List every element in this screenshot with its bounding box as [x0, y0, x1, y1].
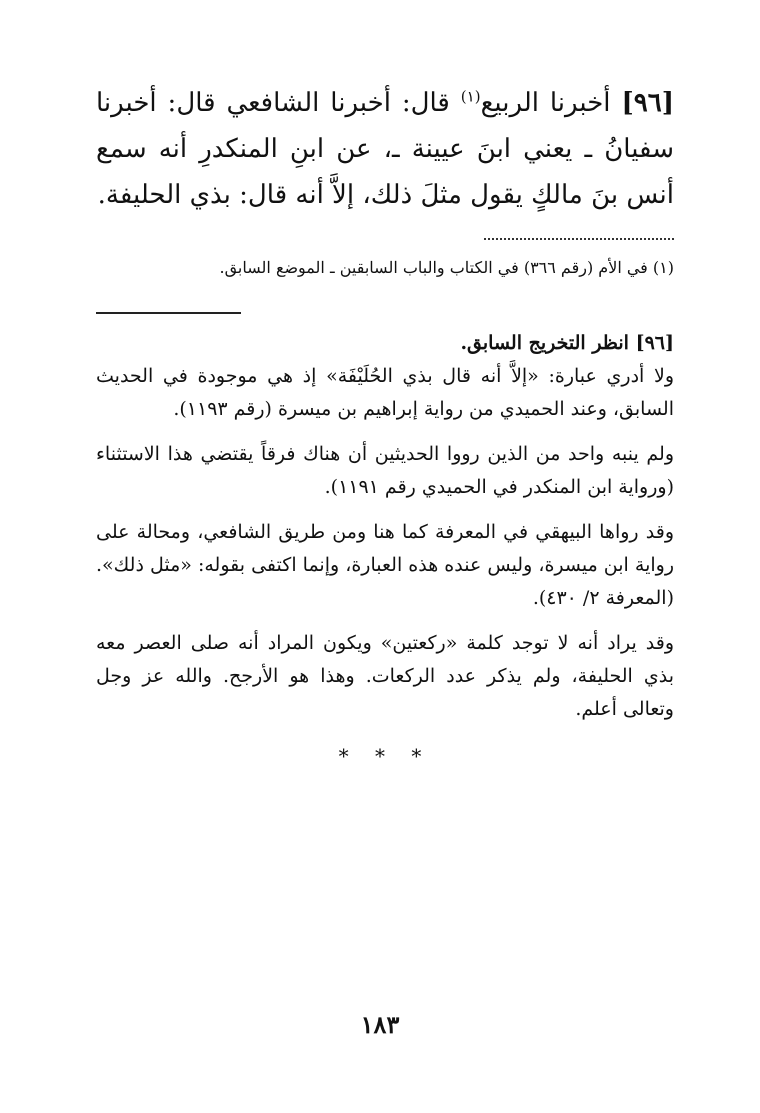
commentary-paragraph-2: ولم ينبه واحد من الذين رووا الحديثين أن هناك فرقاً يقتضي هذا الاستثناء (ورواية ابن المنكدر في الحميدي رقم ١١٩١).	[96, 443, 674, 498]
commentary-paragraph-3: وقد رواها البيهقي في المعرفة كما هنا ومن طريق الشافعي، ومحالة على رواية ابن ميسرة، وليس عنده هذه العبارة، وإنما اكتفى بقوله: «مثل ذلك». (المعرفة ٢/ ٤٣٠).	[96, 521, 674, 609]
footnote-separator	[484, 238, 674, 240]
commentary-heading: [٩٦] انظر التخريج السابق.	[460, 332, 674, 354]
hadith-text	[96, 80, 674, 218]
footnote-reference[interactable]: (١)	[460, 87, 481, 106]
hadith-number: [٩٦]	[621, 88, 675, 118]
page-body	[96, 80, 674, 768]
footnote-1: (١) في الأم (رقم ٣٦٦) في الكتاب والباب السابقين ـ الموضع السابق.	[219, 258, 674, 277]
page-number: ١٨٣	[360, 1010, 400, 1039]
section-end-mark: * * *	[338, 744, 432, 768]
hadith-text-part2: قال: أخبرنا الشافعي قال: أخبرنا سفيانُ ـ يعني ابنَ عيينة ـ، عن ابنِ المنكدرِ أنه سمع أنس بنَ مالكٍ يقول مثلَ ذلك، إلاَّ أنه قال: بذي الحليفة.	[96, 88, 674, 210]
commentary-divider	[96, 312, 241, 314]
commentary-paragraph-1: ولا أدري عبارة: «إلاَّ أنه قال بذي الحُلَيْفَة» إذ هي موجودة في الحديث السابق، وعند الحميدي من رواية إبراهيم بن ميسرة (رقم ١١٩٣).	[96, 365, 674, 420]
commentary-paragraph-4: وقد يراد أنه لا توجد كلمة «ركعتين» ويكون المراد أنه صلى العصر معه بذي الحليفة، ولم يذكر عدد الركعات. وهذا هو الأرجح. والله عز وجل وتعالى أعلم.	[96, 632, 674, 720]
hadith-text-part1: أخبرنا الربيع	[480, 88, 611, 118]
